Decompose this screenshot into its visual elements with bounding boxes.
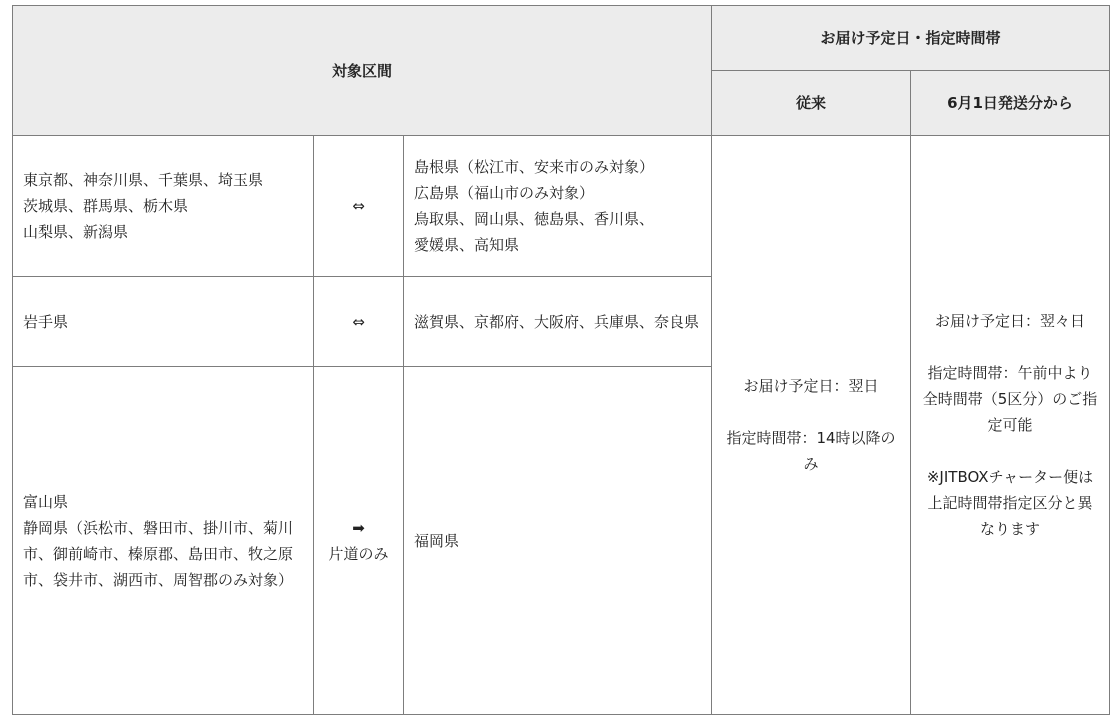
destination-line: 島根県（松江市、安来市のみ対象） (414, 158, 655, 176)
destination-line: 滋賀県、京都府、大阪府、兵庫県、奈良県 (414, 312, 700, 331)
origin-cell (13, 136, 314, 277)
origin-cell (13, 277, 314, 367)
before-date: お届け予定日：翌日 (743, 377, 879, 395)
origin-cell (13, 367, 314, 715)
destination-cell (404, 367, 712, 715)
header-before: 従来 (712, 71, 911, 136)
destination-cell (404, 136, 712, 277)
origin-line: 茨城県、群馬県、栃木県 (23, 197, 189, 215)
delivery-schedule-table (12, 5, 1110, 715)
after-date: お届け予定日：翌々日 (934, 312, 1085, 330)
after-time: 指定時間帯：午前中より全時間帯（5区分）のご指定可能 (922, 364, 1098, 434)
direction-cell (314, 136, 404, 277)
right-arrow-icon: ➡ (352, 518, 365, 537)
origin-detail: 静岡県（浜松市、磐田市、掛川市、菊川市、御前崎市、榛原郡、島田市、牧之原市、袋井市、湖西市、周智郡のみ対象） (23, 518, 294, 589)
direction-cell (314, 367, 404, 715)
destination-line: 鳥取県、岡山県、徳島県、香川県、 (414, 210, 655, 228)
destination-line: 福岡県 (414, 531, 460, 550)
origin-line: 山梨県、新潟県 (23, 223, 129, 241)
origin-line: 岩手県 (23, 312, 69, 331)
direction-label: 片道のみ (328, 544, 389, 563)
origin-line: 東京都、神奈川県、千葉県、埼玉県 (23, 171, 264, 189)
destination-cell (404, 277, 712, 367)
two-way-arrow-icon: ⇔ (352, 312, 365, 331)
table-row (13, 136, 1110, 277)
before-time: 指定時間帯：14時以降のみ (726, 429, 896, 473)
two-way-arrow-icon: ⇔ (352, 197, 365, 215)
header-target-section: 対象区間 (13, 6, 712, 136)
destination-line: 愛媛県、高知県 (414, 236, 520, 254)
header-delivery-group: お届け予定日・指定時間帯 (712, 6, 1110, 71)
after-note: ※JITBOXチャーター便は上記時間帯指定区分と異なります (926, 468, 1094, 538)
header-from-june: 6月1日発送分から (911, 71, 1110, 136)
destination-line: 広島県（福山市のみ対象） (414, 184, 595, 202)
delivery-schedule-table-wrapper (12, 5, 1110, 715)
after-info-cell (911, 136, 1110, 715)
origin-title: 富山県 (23, 492, 69, 511)
before-info-cell (712, 136, 911, 715)
direction-cell (314, 277, 404, 367)
